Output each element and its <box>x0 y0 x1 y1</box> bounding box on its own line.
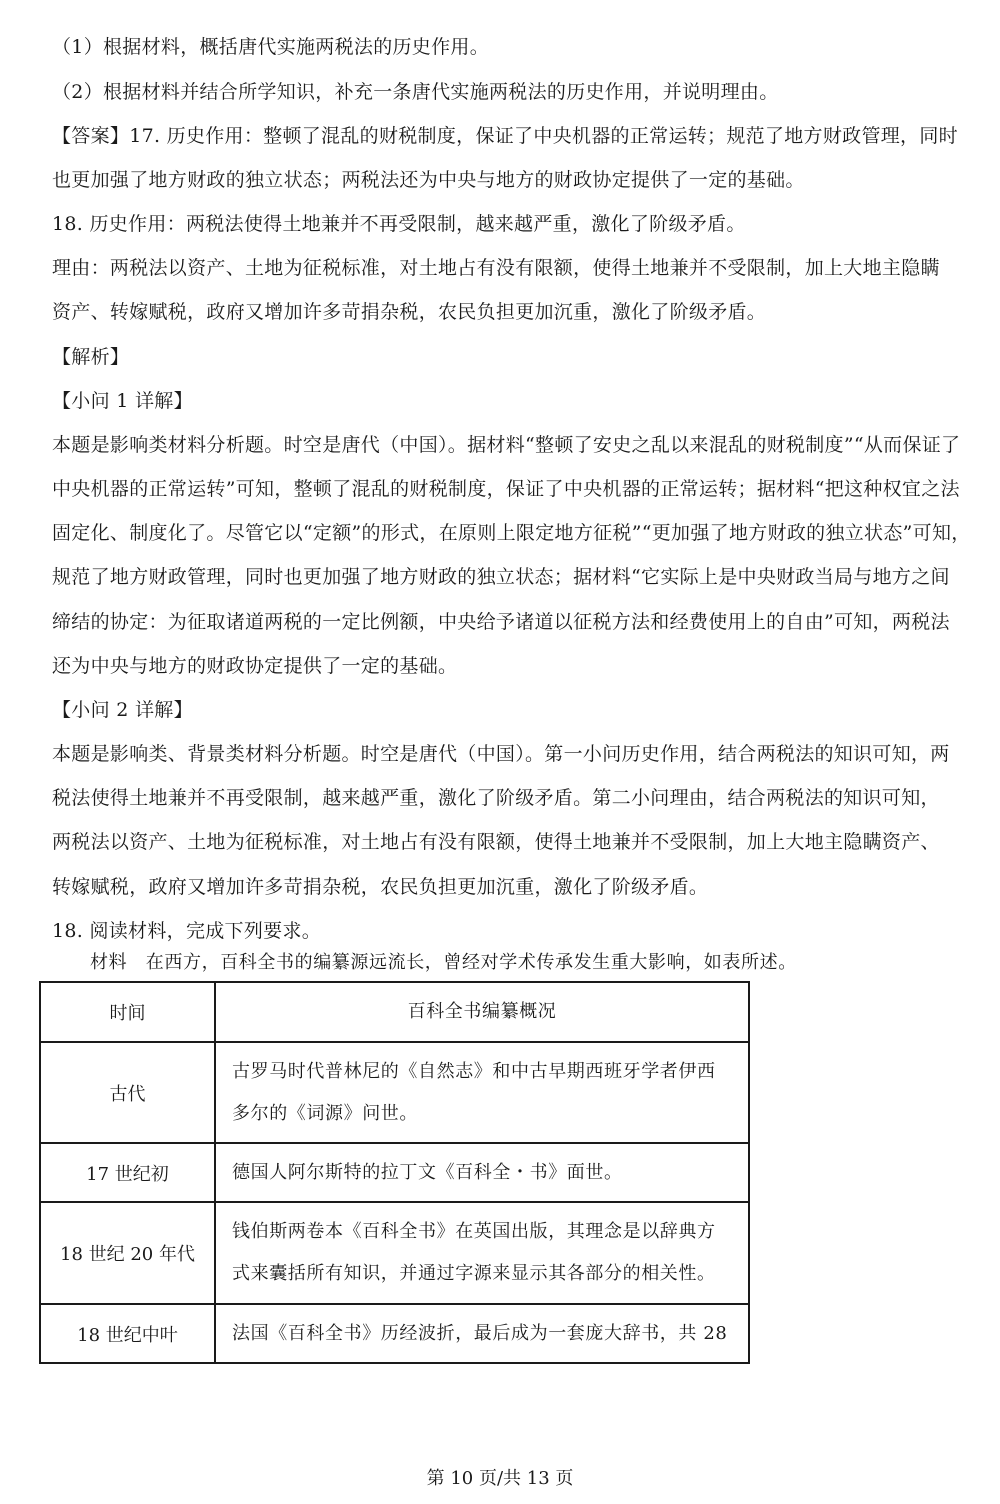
analysis-line: 缔结的协定：为征取诸道两税的一定比例额，中央给予诸道以征税方法和经费使用上的自由”可知，两税法 <box>52 611 950 633</box>
row-time: 17 世纪初 <box>40 1143 215 1202</box>
overview-line: 古罗马时代普林尼的《自然志》和中古早期西班牙学者伊西 <box>232 1060 716 1082</box>
question-1: （1）根据材料，概括唐代实施两税法的历史作用。 <box>52 36 489 58</box>
analysis-heading: 【解析】 <box>52 346 130 368</box>
page-footer: 第 10 页/共 13 页 <box>426 1468 574 1489</box>
question-2: （2）根据材料并结合所学知识，补充一条唐代实施两税法的历史作用，并说明理由。 <box>52 81 779 103</box>
overview-line: 多尔的《词源》问世。 <box>232 1102 418 1124</box>
answer-line: 也更加强了地方财政的独立状态；两税法还为中央与地方的财政协定提供了一定的基础。 <box>52 169 805 191</box>
analysis-line: 税法使得土地兼并不再受限制，越来越严重，激化了阶级矛盾。第二小问理由，结合两税法的知识可知， <box>52 787 940 809</box>
answer-line: 资产、转嫁赋税，政府又增加许多苛捐杂税，农民负担更加沉重，激化了阶级矛盾。 <box>52 301 767 323</box>
row-time: 18 世纪 20 年代 <box>40 1202 215 1304</box>
question-18-title: 18. 阅读材料，完成下列要求。 <box>52 920 322 942</box>
overview-line: 式来囊括所有知识，并通过字源来显示其各部分的相关性。 <box>232 1263 716 1284</box>
header-overview: 百科全书编纂概况 <box>215 982 749 1042</box>
analysis-line: 固定化、制度化了。尽管它以“定额”的形式，在原则上限定地方征税”“更加强了地方财政的独立状态”可知， <box>52 522 971 544</box>
analysis-line: 本题是影响类、背景类材料分析题。时空是唐代（中国）。第一小问历史作用，结合两税法的知识可知，两 <box>52 743 950 765</box>
encyclopedia-table <box>39 981 750 1364</box>
analysis-line: 规范了地方财政管理，同时也更加强了地方财政的独立状态；据材料“它实际上是中央财政当局与地方之间 <box>52 566 950 588</box>
header-time: 时间 <box>40 982 215 1042</box>
overview-line: 法国《百科全书》历经波折，最后成为一套庞大辞书，共 28 <box>232 1322 728 1344</box>
material-intro: 材料 在西方，百科全书的编纂源远流长，曾经对学术传承发生重大影响，如表所述。 <box>90 952 797 973</box>
analysis-line: 转嫁赋税，政府又增加许多苛捐杂税，农民负担更加沉重，激化了阶级矛盾。 <box>52 876 709 898</box>
row-overview <box>215 1202 749 1304</box>
table-row <box>40 1202 749 1304</box>
table-row <box>40 1143 749 1202</box>
answer-line: 18. 历史作用：两税法使得土地兼并不再受限制，越来越严重，激化了阶级矛盾。 <box>52 213 746 235</box>
table-row <box>40 1042 749 1143</box>
table-row <box>40 1304 749 1363</box>
answer-line: 【答案】17. 历史作用：整顿了混乱的财税制度，保证了中央机器的正常运转；规范了地方财政管理，同时 <box>52 125 958 147</box>
row-time: 18 世纪中叶 <box>40 1304 215 1363</box>
subquestion-2-heading: 【小问 2 详解】 <box>52 699 193 721</box>
overview-line: 钱伯斯两卷本《百科全书》在英国出版，其理念是以辞典方 <box>232 1221 716 1242</box>
table-header-row <box>40 982 749 1042</box>
row-overview <box>215 1042 749 1143</box>
row-time: 古代 <box>40 1042 215 1143</box>
analysis-line: 中央机器的正常运转”可知，整顿了混乱的财税制度，保证了中央机器的正常运转；据材料“把这种权宜之法 <box>52 478 960 500</box>
answer-line: 理由：两税法以资产、土地为征税标准，对土地占有没有限额，使得土地兼并不受限制，加上大地主隐瞒 <box>52 257 940 279</box>
subquestion-1-heading: 【小问 1 详解】 <box>52 390 193 412</box>
analysis-line: 两税法以资产、土地为征税标准，对土地占有没有限额，使得土地兼并不受限制，加上大地主隐瞒资产、 <box>52 831 940 853</box>
row-overview <box>215 1143 749 1202</box>
row-overview <box>215 1304 749 1363</box>
overview-line: 德国人阿尔斯特的拉丁文《百科全・书》面世。 <box>232 1161 623 1183</box>
analysis-line: 本题是影响类材料分析题。时空是唐代（中国）。据材料“整顿了安史之乱以来混乱的财税制度”“从而保证了 <box>52 434 961 456</box>
analysis-line: 还为中央与地方的财政协定提供了一定的基础。 <box>52 655 458 677</box>
